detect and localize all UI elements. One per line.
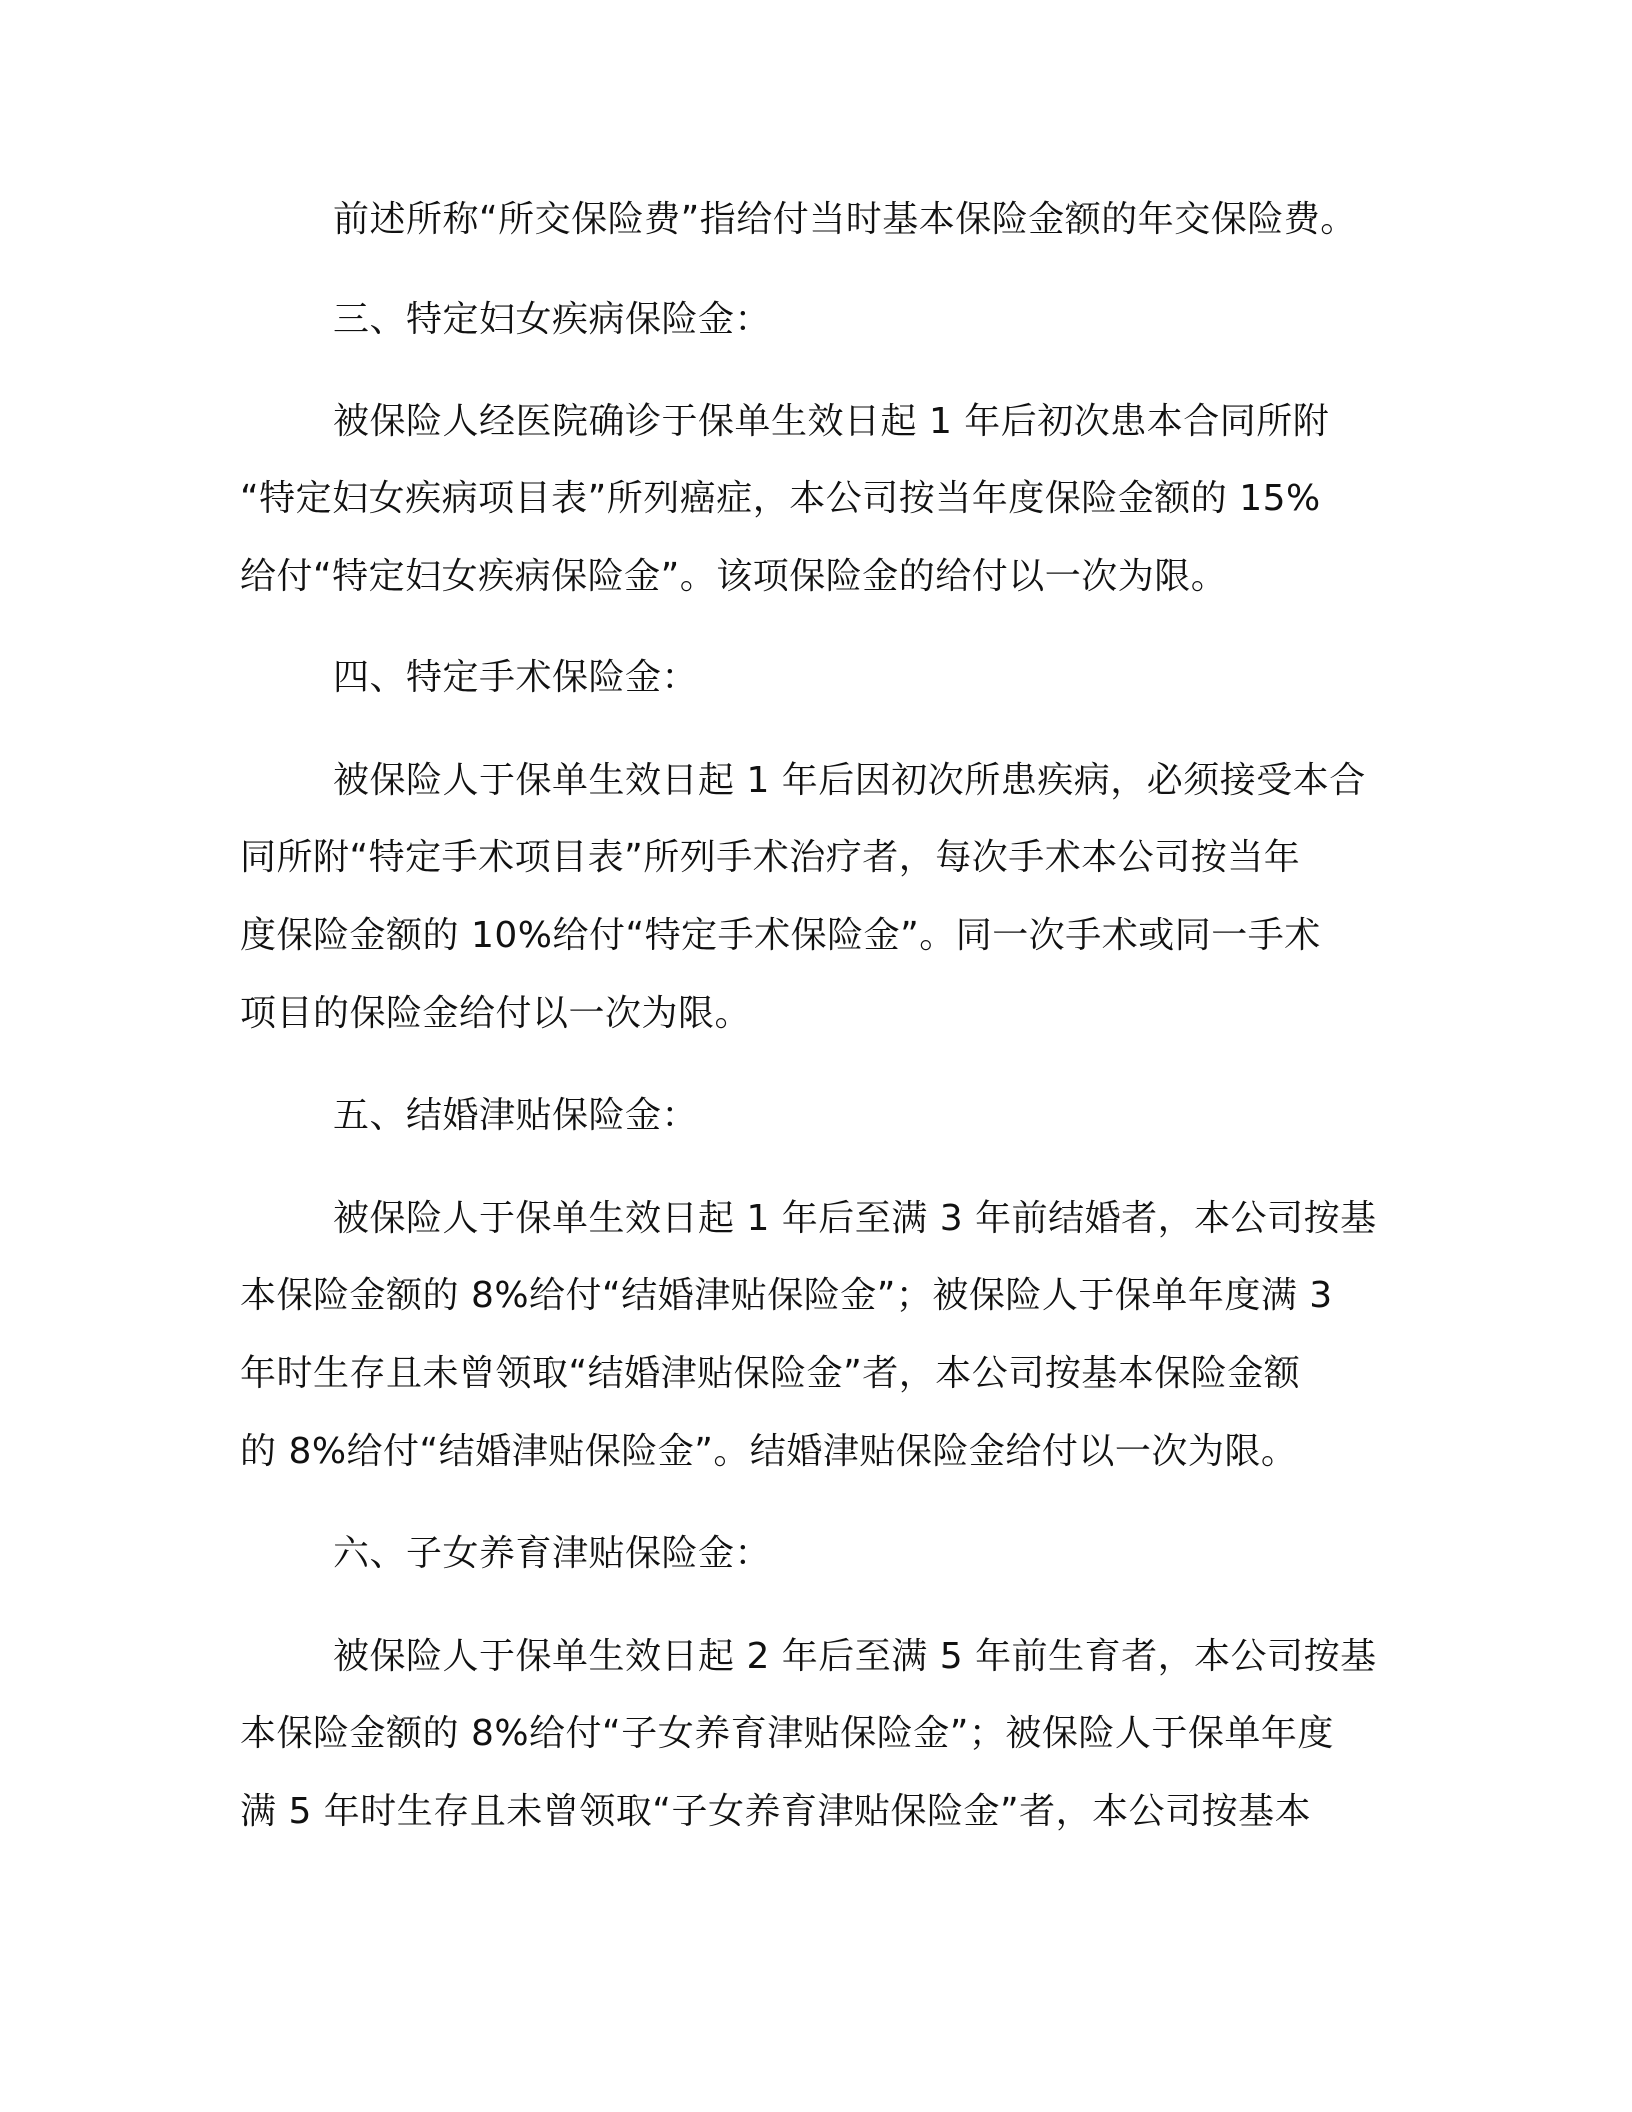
paragraph-line: 本保险金额的 8%给付“子女养育津贴保险金”；被保险人于保单年度	[240, 1713, 1334, 1754]
paragraph-line: 被保险人于保单生效日起 1 年后因初次所患疾病，必须接受本合	[333, 760, 1366, 801]
paragraph-line: 本保险金额的 8%给付“结婚津贴保险金”；被保险人于保单年度满 3	[240, 1275, 1333, 1316]
section-heading: 三、特定妇女疾病保险金：	[333, 299, 772, 340]
paragraph-line: “特定妇女疾病项目表”所列癌症，本公司按当年度保险金额的 15%	[240, 478, 1321, 519]
paragraph-line: 同所附“特定手术项目表”所列手术治疗者，每次手术本公司按当年	[240, 837, 1301, 878]
section-heading: 六、子女养育津贴保险金：	[333, 1533, 772, 1574]
section-heading: 四、特定手术保险金：	[333, 657, 699, 698]
paragraph-line: 项目的保险金给付以一次为限。	[240, 993, 752, 1034]
paragraph-line: 度保险金额的 10%给付“特定手术保险金”。同一次手术或同一手术	[240, 915, 1321, 956]
paragraph-line: 被保险人于保单生效日起 1 年后至满 3 年前结婚者，本公司按基	[333, 1198, 1377, 1239]
paragraph-line: 的 8%给付“结婚津贴保险金”。结婚津贴保险金给付以一次为限。	[240, 1431, 1298, 1472]
paragraph-line: 前述所称“所交保险费”指给付当时基本保险金额的年交保险费。	[333, 199, 1357, 240]
paragraph-line: 给付“特定妇女疾病保险金”。该项保险金的给付以一次为限。	[240, 556, 1228, 597]
paragraph-line: 满 5 年时生存且未曾领取“子女养育津贴保险金”者，本公司按基本	[240, 1791, 1312, 1832]
section-heading: 五、结婚津贴保险金：	[333, 1095, 699, 1136]
paragraph-line: 被保险人于保单生效日起 2 年后至满 5 年前生育者，本公司按基	[333, 1636, 1377, 1677]
paragraph-line: 被保险人经医院确诊于保单生效日起 1 年后初次患本合同所附	[333, 401, 1330, 442]
paragraph-line: 年时生存且未曾领取“结婚津贴保险金”者，本公司按基本保险金额	[240, 1353, 1301, 1394]
